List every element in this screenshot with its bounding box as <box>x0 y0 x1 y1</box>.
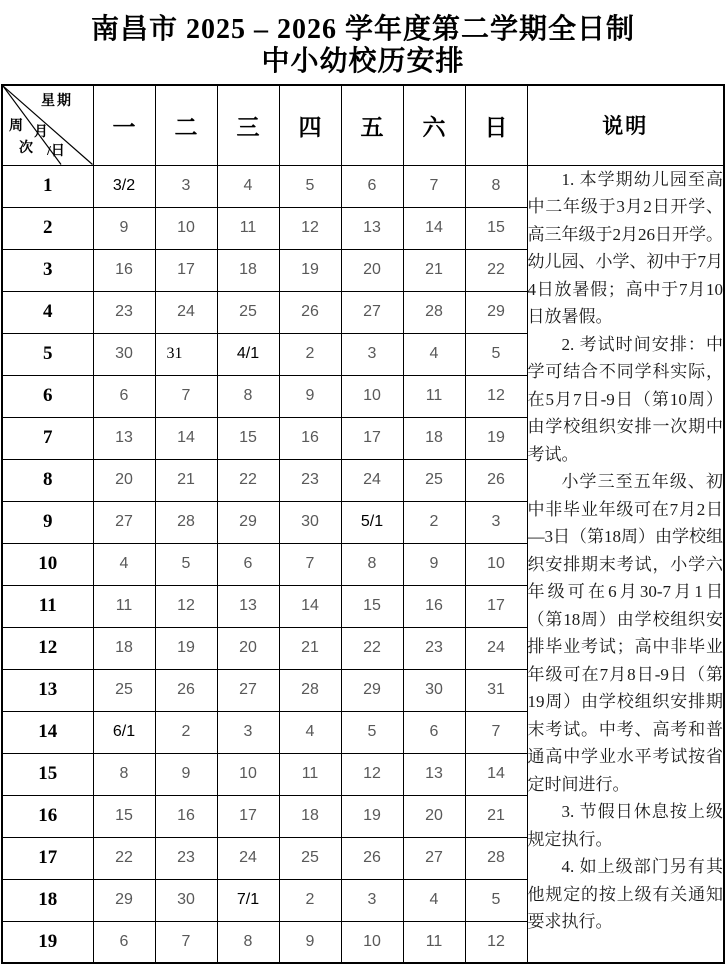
day-cell: 17 <box>341 417 403 459</box>
day-cell: 29 <box>93 879 155 921</box>
notes-cell <box>527 165 724 963</box>
day-cell: 17 <box>155 249 217 291</box>
day-cell: 15 <box>341 585 403 627</box>
day-cell: 7 <box>155 921 217 963</box>
day-cell: 22 <box>217 459 279 501</box>
day-cell: 23 <box>279 459 341 501</box>
day-cell: 7 <box>155 375 217 417</box>
day-cell: 20 <box>217 627 279 669</box>
weekday-header-3: 三 <box>217 85 279 165</box>
day-cell: 2 <box>403 501 465 543</box>
day-cell: 11 <box>93 585 155 627</box>
day-cell: 26 <box>279 291 341 333</box>
day-cell: 24 <box>217 837 279 879</box>
day-cell: 14 <box>465 753 527 795</box>
day-cell: 23 <box>93 291 155 333</box>
day-cell: 31 <box>155 333 217 375</box>
day-cell: 18 <box>279 795 341 837</box>
day-cell: 13 <box>341 207 403 249</box>
weekday-header-1: 一 <box>93 85 155 165</box>
day-cell: 25 <box>403 459 465 501</box>
day-cell: 29 <box>341 669 403 711</box>
week-number-cell: 2 <box>2 207 93 249</box>
day-cell: 4 <box>403 879 465 921</box>
day-cell: 25 <box>93 669 155 711</box>
day-cell: 22 <box>465 249 527 291</box>
day-cell: 11 <box>403 375 465 417</box>
day-cell: 18 <box>217 249 279 291</box>
school-calendar-table <box>1 84 725 964</box>
day-cell: 11 <box>217 207 279 249</box>
day-cell: 21 <box>403 249 465 291</box>
weekday-header-2: 二 <box>155 85 217 165</box>
day-cell: 6 <box>341 165 403 207</box>
day-cell: 4 <box>403 333 465 375</box>
day-cell: 16 <box>403 585 465 627</box>
day-cell: 7 <box>403 165 465 207</box>
day-cell: 12 <box>155 585 217 627</box>
week-number-cell: 15 <box>2 753 93 795</box>
week-number-cell: 19 <box>2 921 93 963</box>
week-number-cell: 14 <box>2 711 93 753</box>
day-cell: 4 <box>93 543 155 585</box>
day-cell: 8 <box>341 543 403 585</box>
corner-week-label-bottom: 次 <box>19 141 33 156</box>
day-cell: 2 <box>155 711 217 753</box>
day-cell: 24 <box>465 627 527 669</box>
weekday-header-7: 日 <box>465 85 527 165</box>
day-cell: 30 <box>279 501 341 543</box>
day-cell: 20 <box>403 795 465 837</box>
day-cell: 14 <box>279 585 341 627</box>
week-number-cell: 10 <box>2 543 93 585</box>
day-cell: 10 <box>155 207 217 249</box>
week-number-cell: 4 <box>2 291 93 333</box>
day-cell: 27 <box>93 501 155 543</box>
day-cell: 25 <box>217 291 279 333</box>
day-cell: 21 <box>155 459 217 501</box>
weekday-header-5: 五 <box>341 85 403 165</box>
day-cell: 3/2 <box>93 165 155 207</box>
week-number-cell: 8 <box>2 459 93 501</box>
day-cell: 10 <box>465 543 527 585</box>
day-cell: 27 <box>341 291 403 333</box>
week-number-cell: 16 <box>2 795 93 837</box>
day-cell: 27 <box>217 669 279 711</box>
week-number-cell: 9 <box>2 501 93 543</box>
day-cell: 19 <box>279 249 341 291</box>
day-cell: 31 <box>465 669 527 711</box>
day-cell: 23 <box>155 837 217 879</box>
day-cell: 12 <box>465 921 527 963</box>
day-cell: 5 <box>465 879 527 921</box>
day-cell: 21 <box>465 795 527 837</box>
week-number-cell: 13 <box>2 669 93 711</box>
day-cell: 13 <box>403 753 465 795</box>
week-number-cell: 3 <box>2 249 93 291</box>
day-cell: 27 <box>403 837 465 879</box>
week-number-cell: 1 <box>2 165 93 207</box>
weekday-header-6: 六 <box>403 85 465 165</box>
day-cell: 3 <box>341 879 403 921</box>
corner-week-label-top: 周 <box>9 119 23 134</box>
day-cell: 6 <box>217 543 279 585</box>
page-title <box>0 0 726 78</box>
day-cell: 7 <box>279 543 341 585</box>
page-title-line1: 南昌市 2025 – 2026 学年度第二学期全日制 <box>90 14 635 45</box>
corner-weekday-label: 星期 <box>41 94 73 109</box>
day-cell: 19 <box>341 795 403 837</box>
day-cell: 16 <box>93 249 155 291</box>
day-cell: 16 <box>279 417 341 459</box>
day-cell: 6/1 <box>93 711 155 753</box>
day-cell: 21 <box>279 627 341 669</box>
day-cell: 15 <box>93 795 155 837</box>
day-cell: 14 <box>155 417 217 459</box>
day-cell: 15 <box>217 417 279 459</box>
day-cell: 9 <box>93 207 155 249</box>
day-cell: 5 <box>155 543 217 585</box>
day-cell: 26 <box>465 459 527 501</box>
day-cell: 28 <box>465 837 527 879</box>
week-number-cell: 6 <box>2 375 93 417</box>
day-cell: 5 <box>279 165 341 207</box>
day-cell: 5 <box>341 711 403 753</box>
day-cell: 4/1 <box>217 333 279 375</box>
day-cell: 9 <box>155 753 217 795</box>
day-cell: 11 <box>279 753 341 795</box>
day-cell: 17 <box>465 585 527 627</box>
day-cell: 29 <box>465 291 527 333</box>
day-cell: 26 <box>155 669 217 711</box>
day-cell: 18 <box>403 417 465 459</box>
day-cell: 8 <box>217 375 279 417</box>
week-number-cell: 7 <box>2 417 93 459</box>
day-cell: 20 <box>93 459 155 501</box>
day-cell: 9 <box>279 375 341 417</box>
note-paragraph-5: 4. 如上级部门另有其他规定的按上级有关通知要求执行。 <box>527 857 723 931</box>
day-cell: 30 <box>403 669 465 711</box>
day-cell: 15 <box>465 207 527 249</box>
day-cell: 20 <box>341 249 403 291</box>
day-cell: 11 <box>403 921 465 963</box>
day-cell: 28 <box>155 501 217 543</box>
day-cell: 6 <box>93 921 155 963</box>
day-cell: 7/1 <box>217 879 279 921</box>
corner-cell <box>2 85 93 165</box>
day-cell: 19 <box>155 627 217 669</box>
day-cell: 14 <box>403 207 465 249</box>
week-number-cell: 11 <box>2 585 93 627</box>
day-cell: 8 <box>93 753 155 795</box>
day-cell: 24 <box>341 459 403 501</box>
day-cell: 30 <box>155 879 217 921</box>
day-cell: 28 <box>403 291 465 333</box>
page-title-line2: 中小幼校历安排 <box>261 46 465 77</box>
day-cell: 9 <box>279 921 341 963</box>
day-cell: 30 <box>93 333 155 375</box>
day-cell: 5/1 <box>341 501 403 543</box>
week-number-cell: 18 <box>2 879 93 921</box>
day-cell: 6 <box>93 375 155 417</box>
day-cell: 13 <box>217 585 279 627</box>
day-cell: 2 <box>279 879 341 921</box>
note-paragraph-2: 2. 考试时间安排：中学可结合不同学科实际，在5月7日-9日（第10周）由学校组织安排一次期中考试。 <box>527 334 723 464</box>
week-number-cell: 12 <box>2 627 93 669</box>
day-cell: 2 <box>279 333 341 375</box>
day-cell: 29 <box>217 501 279 543</box>
day-cell: 10 <box>217 753 279 795</box>
day-cell: 8 <box>465 165 527 207</box>
day-cell: 4 <box>279 711 341 753</box>
week-number-cell: 5 <box>2 333 93 375</box>
day-cell: 9 <box>403 543 465 585</box>
corner-day-label: /日 <box>47 144 65 159</box>
day-cell: 3 <box>217 711 279 753</box>
weekday-header-4: 四 <box>279 85 341 165</box>
day-cell: 23 <box>403 627 465 669</box>
day-cell: 3 <box>155 165 217 207</box>
day-cell: 10 <box>341 921 403 963</box>
week-row-1 <box>2 165 724 207</box>
day-cell: 28 <box>279 669 341 711</box>
day-cell: 8 <box>217 921 279 963</box>
day-cell: 25 <box>279 837 341 879</box>
day-cell: 18 <box>93 627 155 669</box>
corner-month-label: 月 <box>34 125 48 140</box>
note-paragraph-4: 3. 节假日休息按上级规定执行。 <box>527 802 723 849</box>
day-cell: 13 <box>93 417 155 459</box>
day-cell: 24 <box>155 291 217 333</box>
day-cell: 3 <box>341 333 403 375</box>
note-paragraph-3: 小学三至五年级、初中非毕业年级可在7月2日—3日（第18周）由学校组织安排期末考试，小学六年级可在6月30-7月1日（第18周）由学校组织安排毕业考试；高中非毕业年级可在7月8日-9日（第19周）由学校组织安排期末考试。中考、高考和普通高中学业水平考试按省定时间进行。 <box>527 472 723 794</box>
day-cell: 16 <box>155 795 217 837</box>
note-paragraph-1: 1. 本学期幼儿园至高中二年级于3月2日开学、高三年级于2月26日开学。幼儿园、小学、初中于7月4日放暑假；高中于7月10日放暑假。 <box>527 169 723 326</box>
notes-header: 说明 <box>527 85 724 165</box>
day-cell: 5 <box>465 333 527 375</box>
day-cell: 26 <box>341 837 403 879</box>
day-cell: 6 <box>403 711 465 753</box>
day-cell: 17 <box>217 795 279 837</box>
day-cell: 12 <box>341 753 403 795</box>
day-cell: 3 <box>465 501 527 543</box>
day-cell: 22 <box>341 627 403 669</box>
header-row <box>2 85 724 165</box>
day-cell: 7 <box>465 711 527 753</box>
day-cell: 22 <box>93 837 155 879</box>
day-cell: 19 <box>465 417 527 459</box>
day-cell: 10 <box>341 375 403 417</box>
day-cell: 4 <box>217 165 279 207</box>
day-cell: 12 <box>465 375 527 417</box>
day-cell: 12 <box>279 207 341 249</box>
week-number-cell: 17 <box>2 837 93 879</box>
